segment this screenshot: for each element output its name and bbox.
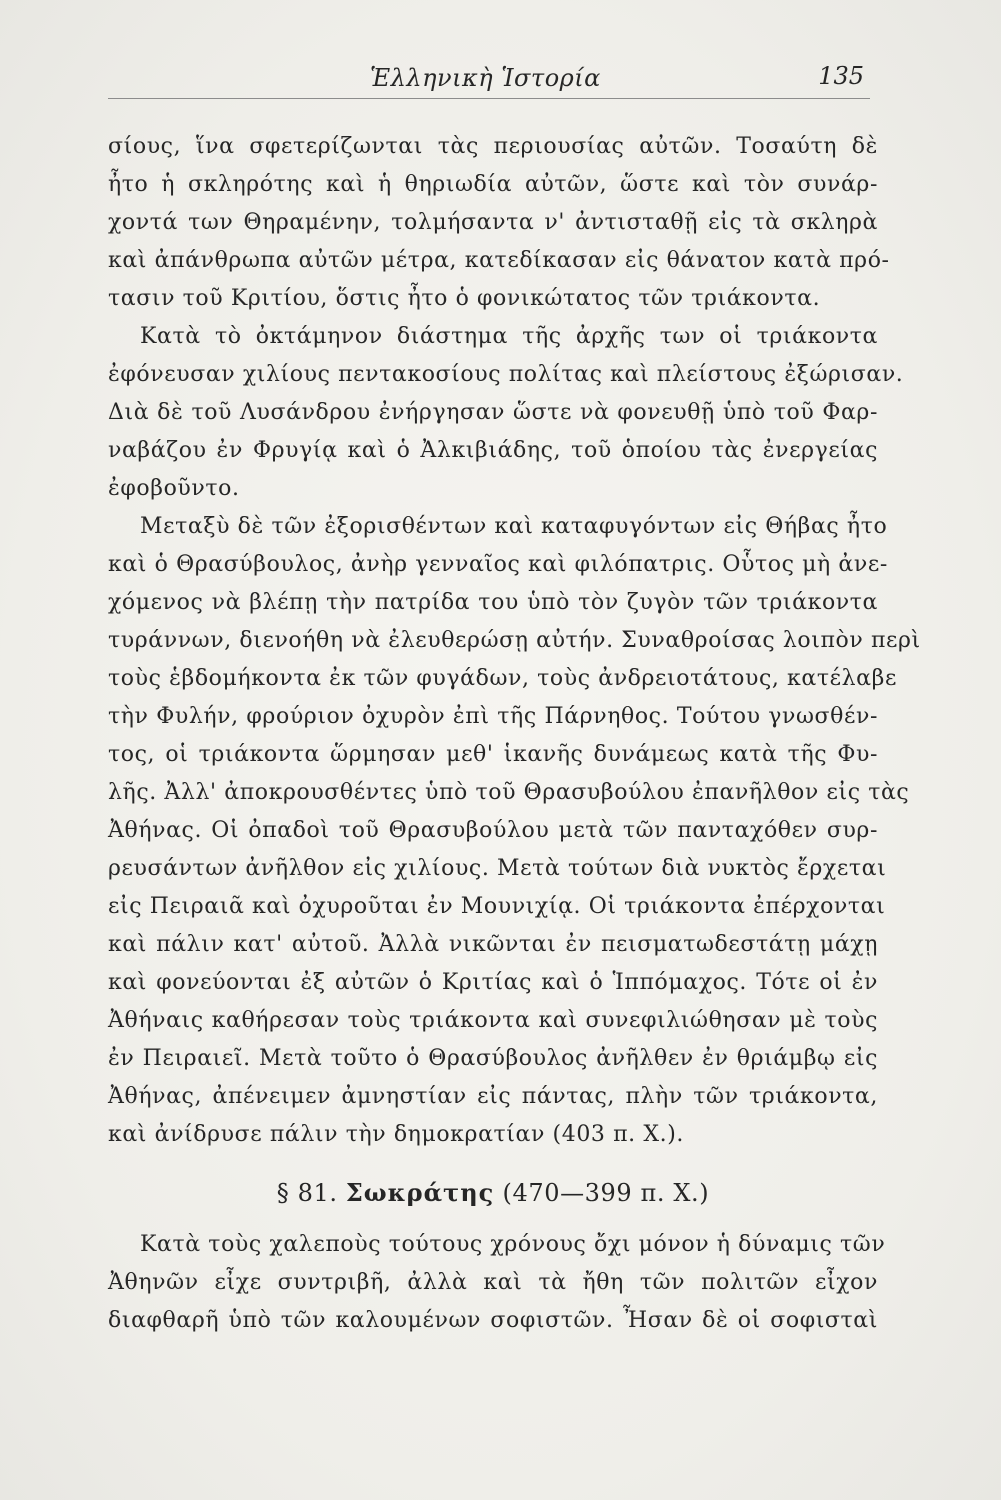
text-line: τοὺς ἑβδομήκοντα ἐκ τῶν φυγάδων, τοὺς ἀνδρειοτάτους, κατέλαβε xyxy=(108,666,897,691)
section-dates: (470—399 π. Χ.) xyxy=(502,1179,710,1207)
text-line: τος, οἱ τριάκοντα ὥρμησαν μεθ' ἱκανῆς δυνάμεως κατὰ τῆς Φυ- xyxy=(108,742,878,767)
text-line: τασιν τοῦ Κριτίου, ὅστις ἦτο ὁ φονικώτατος τῶν τριάκοντα. xyxy=(108,286,821,311)
text-line: ἐφόνευσαν χιλίους πεντακοσίους πολίτας καὶ πλείστους ἐξώρισαν. xyxy=(108,362,904,387)
text-line: Ἀθήνας. Οἱ ὀπαδοὶ τοῦ Θρασυβούλου μετὰ τῶν πανταχόθεν συρ- xyxy=(108,818,878,843)
text-line: καὶ πάλιν κατ' αὐτοῦ. Ἀλλὰ νικῶνται ἐν πεισματωδεστάτῃ μάχῃ xyxy=(108,932,878,957)
text-line: Μεταξὺ δὲ τῶν ἐξορισθέντων καὶ καταφυγόντων εἰς Θήβας ἦτο xyxy=(140,514,888,539)
text-line: ἐφοβοῦντο. xyxy=(108,476,240,501)
body-text xyxy=(108,128,921,1340)
section-number: § 81. xyxy=(276,1179,338,1207)
text-line: τὴν Φυλήν, φρούριον ὀχυρὸν ἐπὶ τῆς Πάρνηθος. Τούτου γνωσθέν- xyxy=(108,704,878,729)
text-line: ἐν Πειραιεῖ. Μετὰ τοῦτο ὁ Θρασύβουλος ἀνῆλθεν ἐν θριάμβῳ εἰς xyxy=(108,1046,878,1071)
text-line: ρευσάντων ἀνῆλθον εἰς χιλίους. Μετὰ τούτων διὰ νυκτὸς ἔρχεται xyxy=(108,856,887,881)
text-line: τυράννων, διενοήθη νὰ ἐλευθερώσῃ αὐτήν. Συναθροίσας λοιπὸν περὶ xyxy=(108,628,921,653)
text-line: χόμενος νὰ βλέπῃ τὴν πατρίδα του ὑπὸ τὸν ζυγὸν τῶν τριάκοντα xyxy=(108,590,878,615)
paragraph-2 xyxy=(108,318,904,508)
paragraph-1 xyxy=(108,128,890,318)
text-line: καὶ ἀνίδρυσε πάλιν τὴν δημοκρατίαν (403 π. Χ.). xyxy=(108,1122,684,1147)
running-header xyxy=(108,58,870,99)
section-heading xyxy=(108,1164,878,1222)
text-line: Κατὰ τὸ ὀκτάμηνον διάστημα τῆς ἀρχῆς των οἱ τριάκοντα xyxy=(140,324,878,349)
text-line: λῆς. Ἀλλ' ἀποκρουσθέντες ὑπὸ τοῦ Θρασυβούλου ἐπανῆλθον εἰς τὰς xyxy=(108,780,910,805)
text-line: εἰς Πειραιᾶ καὶ ὀχυροῦται ἐν Μουνιχίᾳ. Οἱ τριάκοντα ἐπέρχονται xyxy=(108,894,886,919)
text-line: ναβάζου ἐν Φρυγίᾳ καὶ ὁ Ἀλκιβιάδης, τοῦ ὁποίου τὰς ἐνεργείας xyxy=(108,438,878,463)
text-line: καὶ ἀπάνθρωπα αὐτῶν μέτρα, κατεδίκασαν εἰς θάνατον κατὰ πρό- xyxy=(108,248,890,273)
paragraph-4 xyxy=(108,1226,886,1340)
paragraph-3 xyxy=(108,508,921,1154)
text-line: ἦτο ἡ σκληρότης καὶ ἡ θηριωδία αὐτῶν, ὥστε καὶ τὸν συνάρ- xyxy=(108,172,878,197)
text-line: διαφθαρῆ ὑπὸ τῶν καλουμένων σοφιστῶν. Ἦσαν δὲ οἱ σοφισταὶ xyxy=(108,1308,878,1333)
text-line: σίους, ἵνα σφετερίζωνται τὰς περιουσίας αὐτῶν. Τοσαύτη δὲ xyxy=(108,134,878,159)
text-line: Ἀθήνας, ἀπένειμεν ἀμνηστίαν εἰς πάντας, πλὴν τῶν τριάκοντα, xyxy=(108,1084,878,1109)
running-header-title: Ἑλληνικὴ Ἱστορία xyxy=(370,64,601,92)
text-line: Κατὰ τοὺς χαλεποὺς τούτους χρόνους ὄχι μόνον ἡ δύναμις τῶν xyxy=(140,1232,886,1257)
text-line: Διὰ δὲ τοῦ Λυσάνδρου ἐνήργησαν ὥστε νὰ φονευθῇ ὑπὸ τοῦ Φαρ- xyxy=(108,400,878,425)
text-line: καὶ φονεύονται ἐξ αὐτῶν ὁ Κριτίας καὶ ὁ Ἱππόμαχος. Τότε οἱ ἐν xyxy=(108,970,878,995)
text-line: Ἀθηνῶν εἶχε συντριβῆ, ἀλλὰ καὶ τὰ ἤθη τῶν πολιτῶν εἶχον xyxy=(108,1270,878,1295)
text-line: καὶ ὁ Θρασύβουλος, ἀνὴρ γενναῖος καὶ φιλόπατρις. Οὗτος μὴ ἀνε- xyxy=(108,552,888,577)
section-title: Σωκράτης xyxy=(345,1178,495,1207)
text-line: χοντά των Θηραμένην, τολμήσαντα ν' ἀντισταθῇ εἰς τὰ σκληρὰ xyxy=(108,210,878,235)
page-number: 135 xyxy=(818,62,864,90)
text-line: Ἀθήναις καθήρεσαν τοὺς τριάκοντα καὶ συνεφιλιώθησαν μὲ τοὺς xyxy=(108,1008,878,1033)
